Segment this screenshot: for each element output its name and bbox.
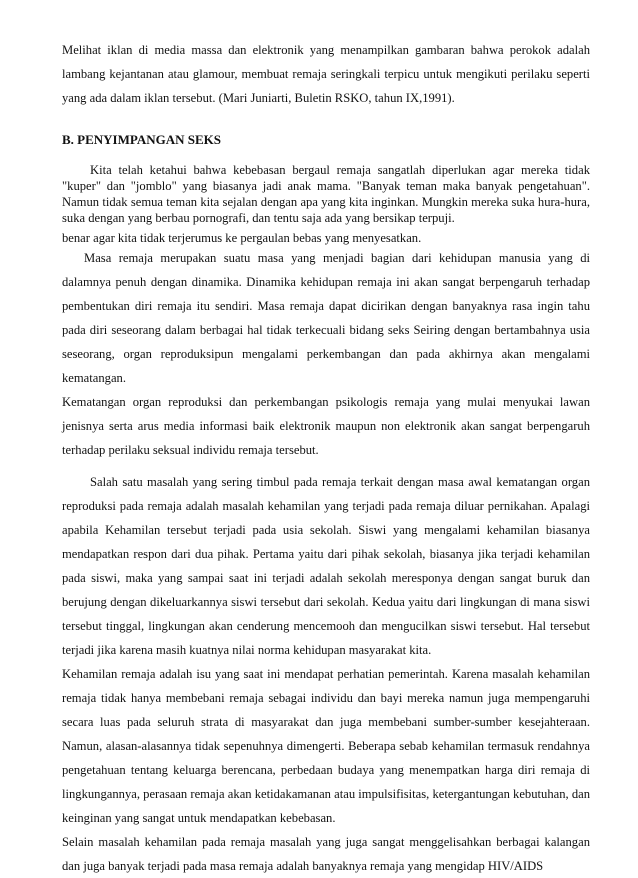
paragraph-kebebasan: Kita telah ketahui bahwa kebebasan bergaul remaja sangatlah diperlukan agar mereka tidak "kuper" dan "jomblo" yang biasanya jadi anak mama. "Banyak teman maka banyak pengetahuan". Namun tidak semua teman kita sejalan dengan apa yang kita inginkan. Mungkin mereka suka hura-hura, suka dengan yang berbau pornografi, dan tentu saja ada yang bersikap terpuji. xyxy=(62,163,590,225)
paragraph-kehamilan-remaja: Kehamilan remaja adalah isu yang saat ini mendapat perhatian pemerintah. Karena masalah kehamilan remaja tidak hanya membebani remaja sebagai individu dan bayi mereka namun juga mempengaruhi secara luas pada seluruh strata di masyarakat dan juga membebani sumber-sumber kesejahteraan. Namun, alasan-alasannya tidak sepenuhnya dimengerti. Beberapa sebab kehamilan termasuk rendahnya pengetahuan tentang keluarga berencana, perbedaan budaya yang menempatkan harga diri remaja di lingkungannya, perasaan remaja akan ketidakamanan atau impulsifisitas, ketergantungan kebutuhan, dan keinginan yang sangat untuk mendapatkan kebebasan. xyxy=(62,667,590,825)
paragraph-kehamilan-sekolah: Salah satu masalah yang sering timbul pada remaja terkait dengan masa awal kematangan organ reproduksi pada remaja adalah masalah kehamilan yang terjadi pada remaja diluar pernikahan. Apalagi apabila Kehamilan tersebut terjadi pada usia sekolah. Siswi yang mengalami kehamilan biasanya mendapatkan respon dari dua pihak. Pertama yaitu dari pihak sekolah, biasanya jika terjadi kehamilan pada siswi, maka yang sampai saat ini terjadi adalah sekolah meresponya dengan sangat buruk dan berujung dengan dikeluarkannya siswi tersebut dari sekolah. Kedua yaitu dari lingkungan di mana siswi tersebut tinggal, lingkungan akan cenderung mencemooh dan mengucilkan siswi tersebut. Hal tersebut terjadi jika karena masih kuatnya nilai norma kehidupan masyarakat kita. xyxy=(62,475,590,657)
document-page xyxy=(62,38,590,878)
section-heading: B. PENYIMPANGAN SEKS xyxy=(62,132,222,147)
paragraph-iklan: Melihat iklan di media massa dan elektronik yang menampilkan gambaran bahwa perokok adalah lambang kejantanan atau glamour, membuat remaja seringkali terpicu untuk mengikuti perilaku seperti yang ada dalam iklan tersebut. (Mari Juniarti, Buletin RSKO, tahun IX,1991). xyxy=(62,43,590,105)
paragraph-kematangan: Kematangan organ reproduksi dan perkembangan psikologis remaja yang mulai menyukai lawan jenisnya serta arus media informasi baik elektronik maupun non elektronik akan sangat berpengaruh terhadap perilaku seksual individu remaja tersebut. xyxy=(62,395,590,457)
paragraph-masa-remaja: Masa remaja merupakan suatu masa yang menjadi bagian dari kehidupan manusia yang di dalamnya penuh dengan dinamika. Dinamika kehidupan remaja ini akan sangat berpengaruh terhadap pembentukan diri remaja itu sendiri. Masa remaja dapat dicirikan dengan banyaknya rasa ingin tahu pada diri seseorang dalam berbagai hal tidak terkecuali bidang seks Seiring dengan bertambahnya usia seseorang, organ reproduksipun mengalami perkembangan dan pada akhirnya akan mengalami kematangan. xyxy=(62,251,590,385)
paragraph-pergaulan: benar agar kita tidak terjerumus ke pergaulan bebas yang menyesatkan. xyxy=(62,231,422,245)
paragraph-hiv-aids: Selain masalah kehamilan pada remaja masalah yang juga sangat menggelisahkan berbagai kalangan dan juga banyak terjadi pada masa remaja adalah banyaknya remaja yang mengidap HIV/AIDS xyxy=(62,835,590,873)
